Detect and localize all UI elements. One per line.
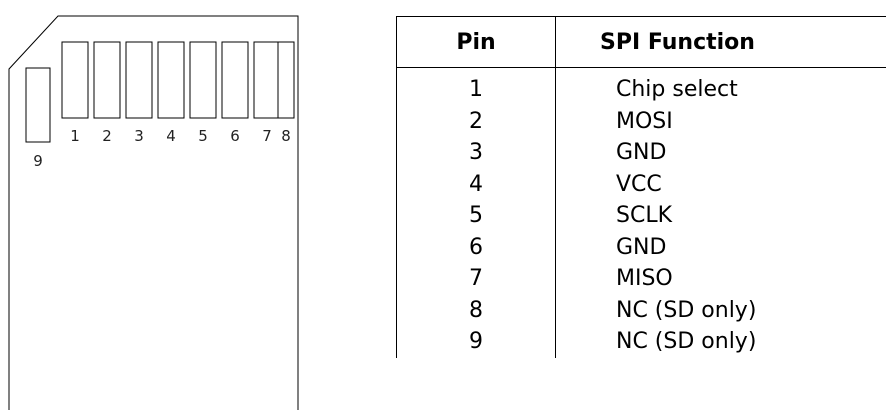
pin-contact-5 <box>190 42 216 118</box>
spi-pinout-table <box>396 16 886 358</box>
pin-cell: 8 <box>397 295 556 327</box>
pin-label-6: 6 <box>230 127 240 145</box>
pin-contact-4 <box>158 42 184 118</box>
pin-contact-8 <box>278 42 294 118</box>
pin-label-8: 8 <box>281 127 291 145</box>
table-row <box>397 326 886 358</box>
function-cell: NC (SD only) <box>616 329 757 355</box>
function-cell: NC (SD only) <box>616 297 757 323</box>
function-cell: GND <box>616 140 667 166</box>
function-cell: MISO <box>616 266 673 292</box>
sd-card-diagram <box>0 0 300 410</box>
pin-label-2: 2 <box>102 127 112 145</box>
function-cell: MOSI <box>616 108 673 134</box>
pin-contact-6 <box>222 42 248 118</box>
header-spi-function: SPI Function <box>556 17 886 68</box>
pin-cell: 3 <box>397 137 556 169</box>
table-header-row <box>397 17 886 68</box>
card-outline <box>9 16 298 410</box>
table-row <box>397 68 886 106</box>
table-row <box>397 232 886 264</box>
pin-label-9: 9 <box>33 152 43 170</box>
pin-contact-2 <box>94 42 120 118</box>
pin-cell: 4 <box>397 169 556 201</box>
function-cell: VCC <box>616 171 662 197</box>
table-row <box>397 169 886 201</box>
pin-cell: 2 <box>397 106 556 138</box>
table-row <box>397 295 886 327</box>
table-row <box>397 263 886 295</box>
header-pin: Pin <box>397 17 556 68</box>
pin-contact-9 <box>26 68 50 142</box>
table-row <box>397 137 886 169</box>
pin-label-1: 1 <box>70 127 80 145</box>
pin-cell: 1 <box>397 68 556 106</box>
function-cell: GND <box>616 234 667 260</box>
pin-cell: 6 <box>397 232 556 264</box>
pin-label-7: 7 <box>262 127 272 145</box>
pin-contact-7 <box>254 42 278 118</box>
table-row <box>397 106 886 138</box>
pin-contact-1 <box>62 42 88 118</box>
table-row <box>397 200 886 232</box>
function-cell: Chip select <box>616 77 738 103</box>
pin-contact-3 <box>126 42 152 118</box>
pin-cell: 7 <box>397 263 556 295</box>
function-cell: SCLK <box>616 203 673 229</box>
pin-label-4: 4 <box>166 127 176 145</box>
pin-label-5: 5 <box>198 127 208 145</box>
pin-cell: 5 <box>397 200 556 232</box>
pin-cell: 9 <box>397 326 556 358</box>
pin-label-3: 3 <box>134 127 144 145</box>
